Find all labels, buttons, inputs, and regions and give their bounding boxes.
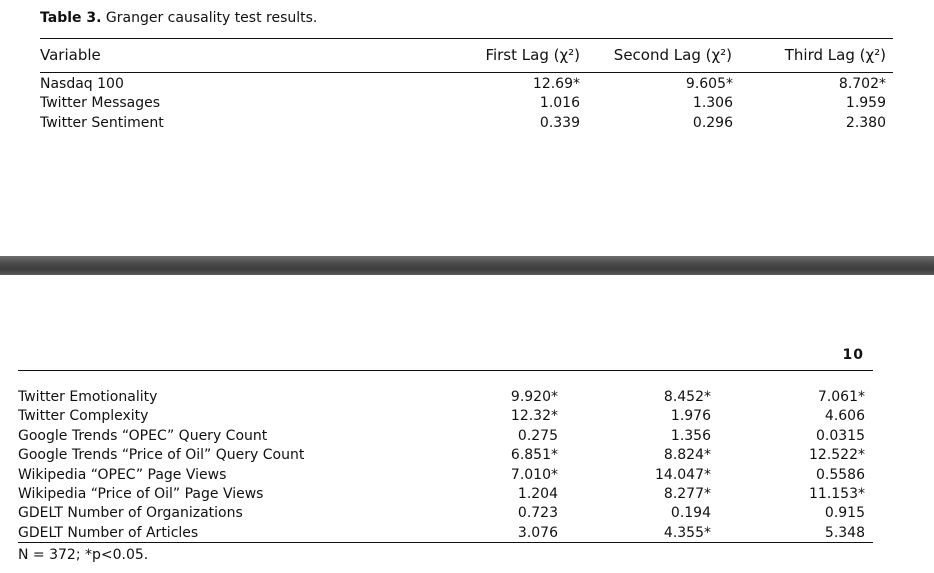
- row-variable: Twitter Sentiment: [40, 115, 164, 131]
- row-second-lag: 8.824*: [663, 447, 711, 463]
- row-variable: GDELT Number of Articles: [18, 525, 199, 541]
- row-second-lag: 4.355*: [663, 525, 711, 541]
- row-first-lag: 6.851*: [510, 447, 558, 463]
- row-variable: Wikipedia “Price of Oil” Page Views: [18, 486, 264, 502]
- row-first-lag: 0.339: [539, 115, 580, 131]
- row-variable: Twitter Complexity: [18, 408, 149, 424]
- row-second-lag: 0.296: [692, 115, 733, 131]
- header-third-lag: Third Lag (χ²): [784, 46, 886, 64]
- row-first-lag: 12.69*: [532, 76, 580, 92]
- row-second-lag: 8.452*: [663, 389, 711, 405]
- header-second-lag: Second Lag (χ²): [613, 46, 732, 64]
- table-caption-label: Table 3.: [40, 10, 102, 26]
- table-bottom-rule: [18, 542, 873, 543]
- row-first-lag: 1.016: [539, 95, 580, 111]
- row-third-lag: 0.0315: [816, 428, 865, 444]
- row-first-lag: 3.076: [517, 525, 558, 541]
- row-first-lag: 12.32*: [510, 408, 558, 424]
- table-note: N = 372; *p<0.05.: [18, 547, 149, 563]
- row-variable: Google Trends “OPEC” Query Count: [18, 428, 268, 444]
- row-variable: Twitter Emotionality: [18, 389, 158, 405]
- row-first-lag: 7.010*: [510, 467, 558, 483]
- page-top: [0, 0, 934, 256]
- row-variable: Google Trends “Price of Oil” Query Count: [18, 447, 305, 463]
- table-caption: [40, 10, 317, 26]
- page-bottom: [0, 275, 934, 573]
- page-number: 10: [842, 347, 864, 363]
- row-second-lag: 9.605*: [685, 76, 733, 92]
- row-third-lag: 0.915: [824, 505, 865, 521]
- table-caption-text: Granger causality test results.: [105, 10, 318, 26]
- row-first-lag: 9.920*: [510, 389, 558, 405]
- row-variable: Nasdaq 100: [40, 76, 124, 92]
- row-first-lag: 0.275: [517, 428, 558, 444]
- row-second-lag: 8.277*: [663, 486, 711, 502]
- header-first-lag: First Lag (χ²): [485, 46, 580, 64]
- row-third-lag: 0.5586: [816, 467, 865, 483]
- table-header-rule: [40, 72, 893, 73]
- row-first-lag: 1.204: [517, 486, 558, 502]
- row-third-lag: 2.380: [845, 115, 886, 131]
- table-continuation-rule: [18, 370, 873, 371]
- row-variable: Wikipedia “OPEC” Page Views: [18, 467, 227, 483]
- row-third-lag: 8.702*: [838, 76, 886, 92]
- table-top-rule: [40, 38, 893, 39]
- row-variable: Twitter Messages: [40, 95, 161, 111]
- row-variable: GDELT Number of Organizations: [18, 505, 243, 521]
- row-third-lag: 12.522*: [809, 447, 865, 463]
- row-third-lag: 4.606: [824, 408, 865, 424]
- row-third-lag: 1.959: [845, 95, 886, 111]
- row-third-lag: 7.061*: [817, 389, 865, 405]
- row-second-lag: 1.356: [670, 428, 711, 444]
- row-third-lag: 11.153*: [809, 486, 865, 502]
- row-third-lag: 5.348: [824, 525, 865, 541]
- page-break-divider: [0, 256, 934, 275]
- row-first-lag: 0.723: [517, 505, 558, 521]
- row-second-lag: 0.194: [670, 505, 711, 521]
- row-second-lag: 1.306: [692, 95, 733, 111]
- header-variable: Variable: [40, 46, 101, 64]
- row-second-lag: 14.047*: [655, 467, 711, 483]
- row-second-lag: 1.976: [670, 408, 711, 424]
